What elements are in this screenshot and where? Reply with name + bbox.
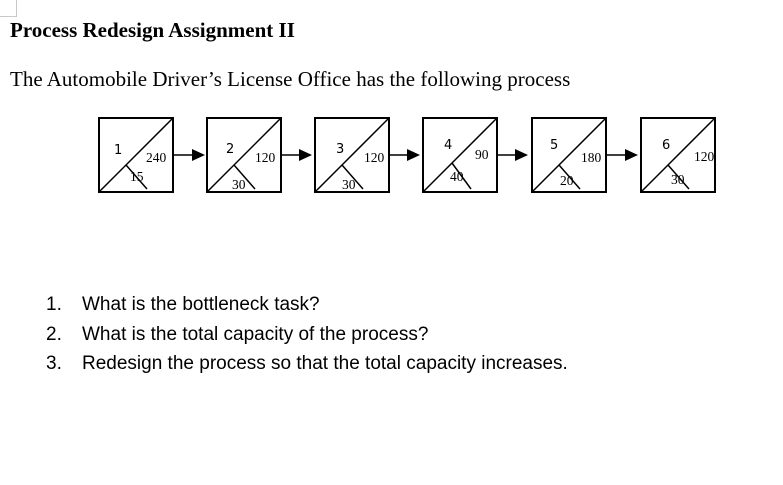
step-processing-time: 240 [146,150,167,165]
step-resources: 15 [130,169,144,184]
step-number: 2 [226,142,235,157]
step-processing-time: 120 [255,150,276,165]
flow-arrow-4 [515,149,528,161]
process-step-1 [99,118,173,192]
step-resources: 40 [450,169,464,184]
step-number: 6 [662,138,671,153]
document-title: Process Redesign Assignment II [10,18,295,42]
step-resources: 20 [560,173,574,188]
step-number: 1 [114,143,123,158]
step-processing-time: 90 [475,147,489,162]
flow-arrow-3 [407,149,420,161]
list-item [46,294,568,324]
step-number: 5 [550,138,559,153]
step-resources: 30 [342,177,356,192]
process-step-6 [641,118,715,192]
step-processing-time: 120 [694,149,715,164]
questions-list [46,294,568,383]
flow-arrow-2 [299,149,312,161]
step-number: 4 [444,138,453,153]
step-processing-time: 180 [581,150,602,165]
process-step-5 [532,118,606,192]
flow-arrow-1 [192,149,205,161]
step-resources: 30 [232,177,246,192]
question-number: 2. [46,323,62,345]
step-processing-time: 120 [364,150,385,165]
question-number: 1. [46,294,62,315]
step-resources: 30 [671,172,685,187]
list-item [46,353,568,383]
question-text: What is the bottleneck task? [82,294,320,315]
list-item [46,324,568,354]
process-step-4 [423,118,497,192]
intro-paragraph: The Automobile Driver’s License Office has the following process [10,67,571,91]
flow-arrow-5 [625,149,638,161]
step-number: 3 [336,142,345,157]
process-step-3 [315,118,389,192]
question-text: Redesign the process so that the total capacity increases. [82,353,568,374]
process-step-2 [207,118,281,192]
question-text: What is the total capacity of the process? [82,323,429,345]
question-number: 3. [46,353,62,374]
